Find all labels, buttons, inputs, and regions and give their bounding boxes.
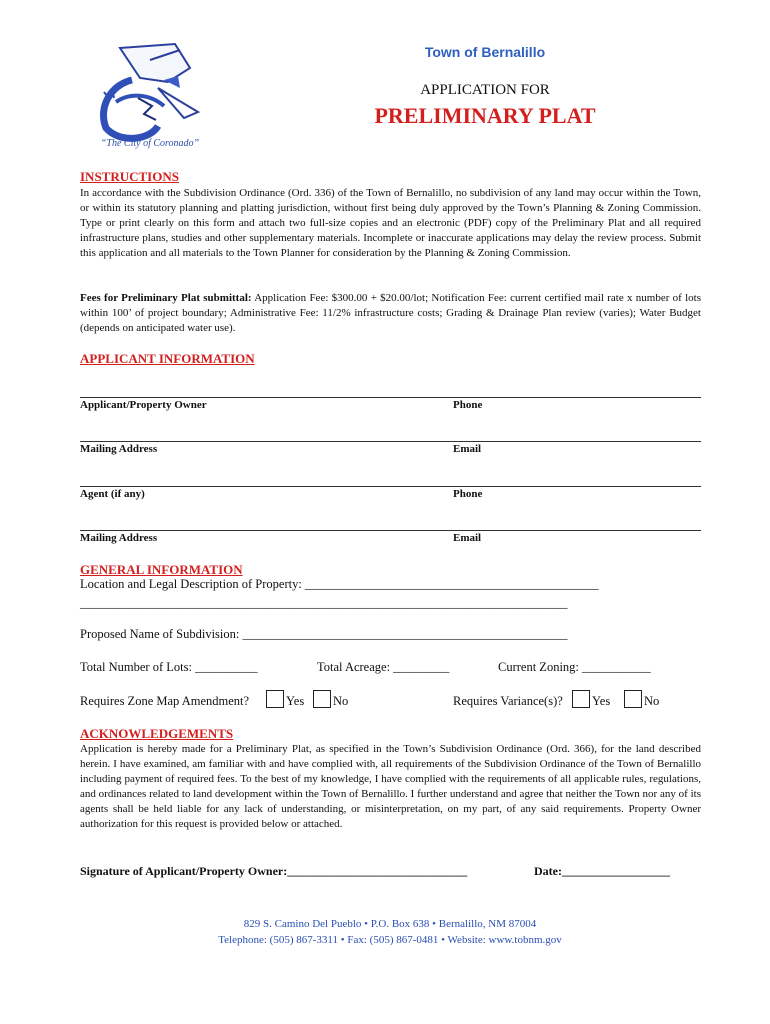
- applicant-heading: APPLICANT INFORMATION: [80, 351, 255, 366]
- applicant-address-label: Mailing Address: [80, 443, 158, 455]
- variance-label: Requires Variance(s)?: [453, 694, 563, 708]
- zone-map-yes-checkbox[interactable]: [266, 690, 284, 708]
- variance-no-checkbox[interactable]: [624, 690, 642, 708]
- application-for-heading: APPLICATION FOR: [420, 82, 550, 98]
- coronado-logo-image: [80, 40, 220, 150]
- footer-contact: Telephone: (505) 867-3311 • Fax: (505) 867-0481 • Website: www.tobnm.gov: [218, 934, 562, 946]
- zoning-field[interactable]: Current Zoning: ___________: [498, 660, 651, 674]
- instructions-paragraph: In accordance with the Subdivision Ordinance (Ord. 336) of the Town of Bernalillo, no subdivision of any land may occur within the Town, or within its statutory planning and platting jurisdiction, without first being duly approved by the Town’s Planning & Zoning Commission. Type or print clearly on this form and attach two full-size copies and an electronic (PDF) copy of the Preliminary Plat and all required infrastructure plans, studies and other supplementary materials. Incomplete or inaccurate applications may delay the review process. Submit this application and all materials to the Town Planner for consideration by the Planning & Zoning Commission.: [80, 187, 701, 259]
- variance-yes-label: Yes: [592, 694, 611, 708]
- zone-map-label: Requires Zone Map Amendment?: [80, 694, 250, 708]
- acreage-field[interactable]: Total Acreage: _________: [317, 660, 450, 674]
- zone-map-no-checkbox[interactable]: [313, 690, 331, 708]
- variance-yes-checkbox[interactable]: [572, 690, 590, 708]
- applicant-owner-line[interactable]: [80, 397, 701, 398]
- agent-address-line[interactable]: [80, 530, 701, 531]
- fees-paragraph: [80, 291, 701, 336]
- signature-field[interactable]: Signature of Applicant/Property Owner:______________________________: [80, 864, 468, 878]
- fees-label: Fees for Preliminary Plat submittal:: [80, 292, 252, 304]
- acknowledgements-heading: ACKNOWLEDGEMENTS: [80, 726, 234, 741]
- zone-map-no-label: No: [333, 694, 349, 708]
- page-title: PRELIMINARY PLAT: [374, 103, 596, 128]
- logo-caption: “The City of Coronado”: [100, 138, 200, 149]
- agent-email-label: Email: [453, 532, 482, 544]
- agent-phone-label: Phone: [453, 488, 483, 500]
- agent-label: Agent (if any): [80, 488, 145, 500]
- acknowledgements-paragraph: Application is hereby made for a Preliminary Plat, as specified in the Town’s Subdivision Ordinance (Ord. 366), for the land described herein. I have examined, am familiar with and have complied with, all requirements of the Subdivision Ordinance of the Town of Bernalillo including payment of required fees. To the best of my knowledge, I have complied with the requirements of all applicable rules, regulations, and ordinances related to land development within the Town of Bernalillo. I further understand and agree that neither the Town nor any of its agents shall be held liable for any lack of understanding, or misinterpretation, on my part, of any said requirements. Property Owner authorization for this request is provided below or attached.: [80, 743, 701, 830]
- general-heading: GENERAL INFORMATION: [80, 562, 243, 577]
- location-field-continued[interactable]: ______________________________________________________________________________: [80, 596, 568, 610]
- applicant-owner-label: Applicant/Property Owner: [80, 399, 207, 411]
- lots-field[interactable]: Total Number of Lots: __________: [80, 660, 258, 674]
- applicant-phone-label: Phone: [453, 399, 483, 411]
- location-field[interactable]: Location and Legal Description of Property: _______________________________________________: [80, 577, 599, 591]
- instructions-heading: INSTRUCTIONS: [80, 169, 179, 184]
- footer-address: 829 S. Camino Del Pueblo • P.O. Box 638 • Bernalillo, NM 87004: [243, 918, 537, 930]
- date-field[interactable]: Date:__________________: [534, 864, 670, 878]
- fees-text: Application Fee: $300.00 + $20.00/lot; Notification Fee: current certified mail rate x number of lots within 100’ of project boundary; Administrative Fee: 11/2% infrastructure costs; Grading & Drainage Plan review (varies); Water Budget (depends on anticipated water use).: [80, 292, 701, 334]
- town-name: Town of Bernalillo: [424, 44, 546, 60]
- zone-map-yes-label: Yes: [286, 694, 305, 708]
- variance-no-label: No: [644, 694, 660, 708]
- agent-line[interactable]: [80, 486, 701, 487]
- applicant-email-label: Email: [453, 443, 482, 455]
- subdivision-name-field[interactable]: Proposed Name of Subdivision: ____________________________________________________: [80, 627, 568, 641]
- applicant-address-line[interactable]: [80, 441, 701, 442]
- agent-address-label: Mailing Address: [80, 532, 158, 544]
